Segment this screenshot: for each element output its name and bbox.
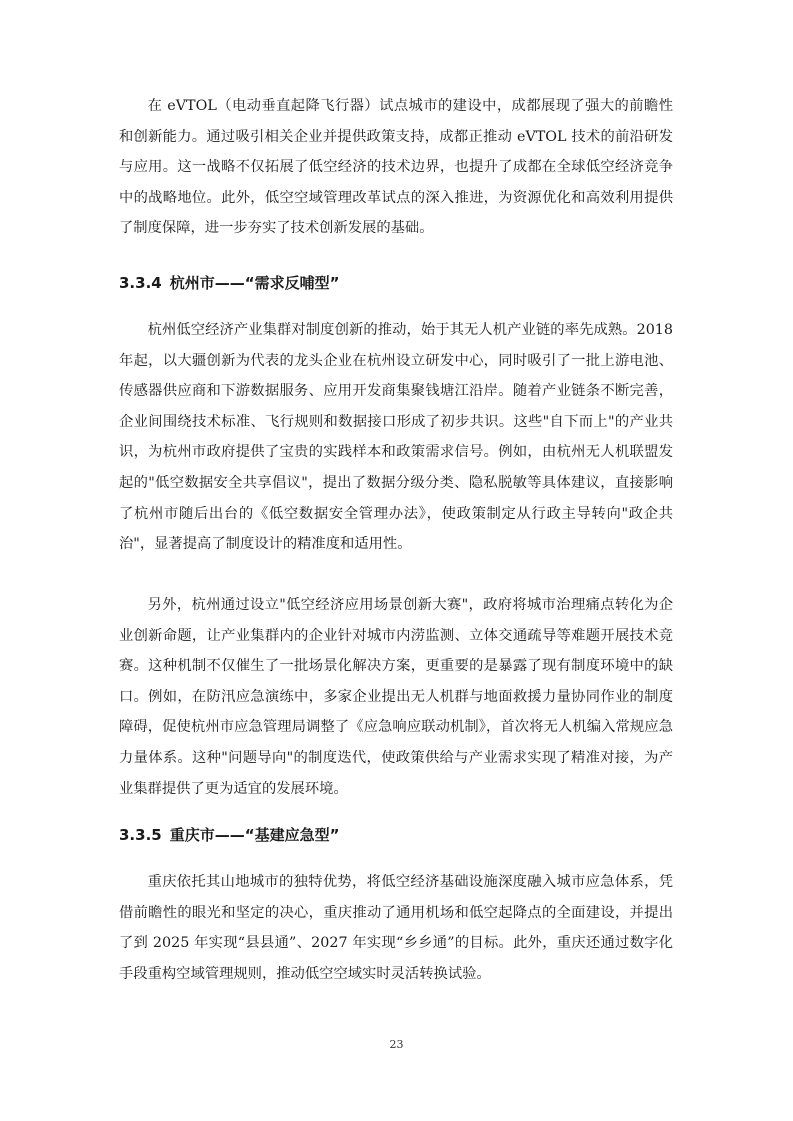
section-number: 3.3.4 [119,274,162,292]
paragraph-hangzhou-competition: 另外，杭州通过设立"低空经济应用场景创新大赛"，政府将城市治理痛点转化为企业创新命题，让产业集群内的企业针对城市内涝监测、立体交通疏导等难题开展技术竞赛。这种机制不仅催生了一批场景化解决方案，更重要的是暴露了现有制度环境中的缺口。例如，在防汛应急演练中，多家企业提出无人机群与地面救援力量协同作业的制度障碍，促使杭州市应急管理局调整了《应急响应联动机制》，首次将无人机编入常规应急力量体系。这种"问题导向"的制度迭代，使政策供给与产业需求实现了精准对接，为产业集群提供了更为适宜的发展环境。 [119,597,673,797]
section-number: 3.3.5 [119,826,162,844]
paragraph-hangzhou-industry: 杭州低空经济产业集群对制度创新的推动，始于其无人机产业链的率先成熟。2018 年起，以大疆创新为代表的龙头企业在杭州设立研发中心，同时吸引了一批上游电池、传感器供应商和下游数据服务、应用开发商集聚钱塘江沿岸。随着产业链条不断完善，企业间围绕技术标准、飞行规则和数据接口形成了初步共识。这些"自下而上"的产业共识，为杭州市政府提供了宝贵的实践样本和政策需求信号。例如，由杭州无人机联盟发起的"低空数据安全共享倡议"，提出了数据分级分类、隐私脱敏等具体建议，直接影响了杭州市随后出台的《低空数据安全管理办法》，使政策制定从行政主导转向"政企共治"，显著提高了制度设计的精准度和适用性。 [119,322,673,553]
paragraph-chongqing: 重庆依托其山地城市的独特优势，将低空经济基础设施深度融入城市应急体系，凭借前瞻性的眼光和坚定的决心，重庆推动了通用机场和低空起降点的全面建设，并提出了到 2025 年实现“县县通”、2027 年实现“乡乡通”的目标。此外，重庆还通过数字化手段重构空域管理规则，推动低空空域实时灵活转换试验。 [119,874,673,982]
section-title: 重庆市——“基建应急型” [169,826,340,844]
section-heading-3-3-5 [119,825,339,845]
page-number: 23 [389,1038,404,1051]
paragraph-chengdu-evtol: 在 eVTOL（电动垂直起降飞行器）试点城市的建设中，成都展现了强大的前瞻性和创新能力。通过吸引相关企业并提供政策支持，成都正推动 eVTOL 技术的前沿研发与应用。这一战略不仅拓展了低空经济的技术边界，也提升了成都在全球低空经济竞争中的战略地位。此外，低空空域管理改革试点的深入推进，为资源优化和高效利用提供了制度保障，进一步夯实了技术创新发展的基础。 [119,98,673,237]
section-heading-3-3-4 [119,273,339,293]
section-title: 杭州市——“需求反哺型” [169,274,340,292]
